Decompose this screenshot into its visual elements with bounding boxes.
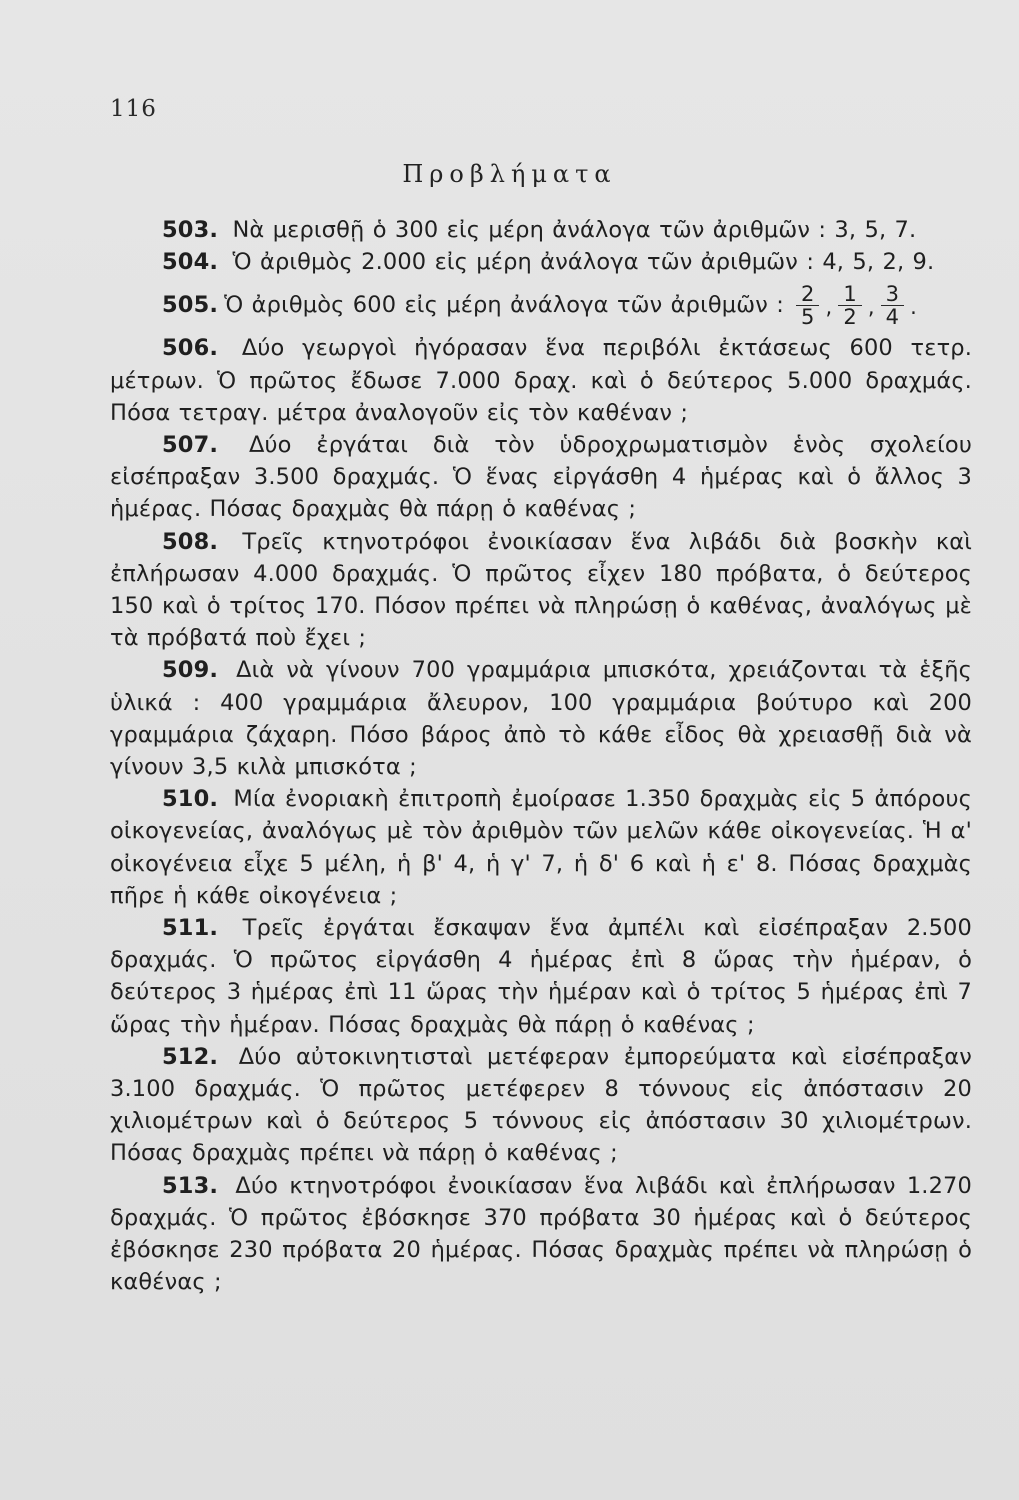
problem-text: Δύο αὐτοκινητισταὶ μετέφεραν ἐμπορεύματα καὶ εἰσέπραξαν 3.100 δραχμάς. Ὁ πρῶτος μετέφερεν 8 τόννους εἰς ἀπόστασιν 20 χιλιομέτρων καὶ ὁ δεύτερος 5 τόννους εἰς ἀπόστασιν 30 χιλιομέτρων. Πόσας δραχμὰς πρέπει νὰ πάρῃ ὁ καθένας ; (110, 1043, 972, 1167)
fraction-denominator: 4 (885, 304, 900, 329)
problem-number: 508. (162, 528, 219, 555)
problem-list (110, 214, 972, 1299)
fraction-numerator: 2 (796, 283, 820, 306)
problem-text: Ὁ ἀριθμὸς 2.000 εἰς μέρη ἀνάλογα τῶν ἀριθμῶν : 4, 5, 2, 9. (232, 249, 935, 276)
problem-number: 513. (162, 1172, 219, 1199)
problem-number: 512. (162, 1043, 219, 1070)
problem-number: 505. (162, 292, 219, 319)
problem-text: Μία ἐνοριακὴ ἐπιτροπὴ ἐμοίρασε 1.350 δραχμὰς εἰς 5 ἀπόρους οἰκογενείας, ἀναλόγως μὲ τὸν ἀριθμὸν τῶν μελῶν κάθε οἰκογενείας. Ἡ α' οἰκογένεια εἶχε 5 μέλη, ἡ β' 4, ἡ γ' 7, ἡ δ' 6 καὶ ἡ ε' 8. Πόσας δραχμὰς πῆρε ἡ κάθε οἰκογένεια ; (110, 786, 972, 909)
problem-513 (110, 1170, 972, 1299)
problem-text: Διὰ νὰ γίνουν 700 γραμμάρια μπισκότα, χρειάζονται τὰ ἑξῆς ὑλικά : 400 γραμμάρια ἄλευρον, 100 γραμμάρια βούτυρο καὶ 200 γραμμάρια ζάχαρη. Πόσο βάρος ἀπὸ τὸ κάθε εἶδος θὰ χρειασθῇ διὰ νὰ γίνουν 3,5 κιλὰ μπισκότα ; (110, 657, 972, 781)
fraction-numerator: 1 (838, 283, 862, 306)
section-title: Προβλήματα (402, 160, 617, 188)
fraction-denominator: 5 (800, 304, 815, 329)
problem-503 (110, 214, 972, 246)
problem-text: Ὁ ἀριθμὸς 600 εἰς μέρη ἀνάλογα τῶν ἀριθμῶν : (224, 292, 784, 319)
problem-512 (110, 1041, 972, 1170)
problem-511 (110, 912, 972, 1041)
problem-text: Τρεῖς ἐργάται ἔσκαψαν ἕνα ἀμπέλι καὶ εἰσέπραξαν 2.500 δραχμάς. Ὁ πρῶτος εἰργάσθη 4 ἡμέρας ἐπὶ 8 ὥρας τὴν ἡμέραν, ὁ δεύτερος 3 ἡμέρας ἐπὶ 11 ὥρας τὴν ἡμέραν καὶ ὁ τρίτος 5 ἡμέρας ἐπὶ 7 ὥρας τὴν ἡμέραν. Πόσας δραχμὰς θὰ πάρῃ ὁ καθένας ; (110, 915, 972, 1038)
fraction-separator: , (867, 295, 875, 320)
problem-507 (110, 429, 972, 526)
problem-508 (110, 526, 972, 655)
problem-504 (110, 246, 972, 278)
fraction-list (794, 280, 921, 330)
problem-text: Δύο ἐργάται διὰ τὸν ὑδροχρωματισμὸν ἑνὸς σχολείου εἰσέπραξαν 3.500 δραχμάς. Ὁ ἕνας εἰργάσθη 4 ἡμέρας καὶ ὁ ἄλλος 3 ἡμέρας. Πόσας δραχμὰς θὰ πάρῃ ὁ καθένας ; (110, 432, 972, 523)
problem-506 (110, 332, 972, 429)
fraction-numerator: 3 (881, 283, 905, 306)
fraction-separator: , (825, 295, 833, 320)
problem-number: 510. (162, 786, 219, 813)
page-number: 116 (110, 96, 157, 122)
fraction (796, 283, 820, 328)
problem-number: 506. (162, 335, 219, 362)
problem-number: 509. (162, 657, 219, 684)
problem-text: Τρεῖς κτηνοτρόφοι ἐνοικίασαν ἕνα λιβάδι διὰ βοσκὴν καὶ ἐπλήρωσαν 4.000 δραχμάς. Ὁ πρῶτος εἶχεν 180 πρόβατα, ὁ δεύτερος 150 καὶ ὁ τρίτος 170. Πόσον πρέπει νὰ πληρώσῃ ὁ καθένας, ἀναλόγως μὲ τὰ πρόβατά ποὺ ἔχει ; (110, 528, 972, 652)
problem-510 (110, 783, 972, 912)
problem-509 (110, 654, 972, 783)
problem-number: 503. (162, 217, 219, 243)
fraction (838, 283, 862, 328)
problem-number: 504. (162, 249, 219, 276)
problem-text: Νὰ μερισθῇ ὁ 300 εἰς μέρη ἀνάλογα τῶν ἀριθμῶν : 3, 5, 7. (232, 217, 917, 243)
problem-text: Δύο κτηνοτρόφοι ἐνοικίασαν ἕνα λιβάδι καὶ ἐπλήρωσαν 1.270 δραχμάς. Ὁ πρῶτος ἐβόσκησε 370 πρόβατα 30 ἡμέρας καὶ ὁ δεύτερος ἐβόσκησε 230 πρόβατα 20 ἡμέρας. Πόσας δραχμὰς πρέπει νὰ πληρώσῃ ὁ καθένας ; (110, 1172, 972, 1296)
problem-number: 507. (162, 432, 219, 459)
fraction (881, 283, 905, 328)
fraction-denominator: 2 (843, 304, 857, 329)
problem-505 (110, 280, 972, 330)
problem-number: 511. (162, 915, 219, 942)
problem-text: Δύο γεωργοὶ ἠγόρασαν ἕνα περιβόλι ἐκτάσεως 600 τετρ. μέτρων. Ὁ πρῶτος ἔδωσε 7.000 δραχ. καὶ ὁ δεύτερος 5.000 δραχμάς. Πόσα τετραγ. μέτρα ἀναλογοῦν εἰς τὸν καθέναν ; (110, 335, 972, 426)
sentence-end: . (910, 295, 917, 320)
